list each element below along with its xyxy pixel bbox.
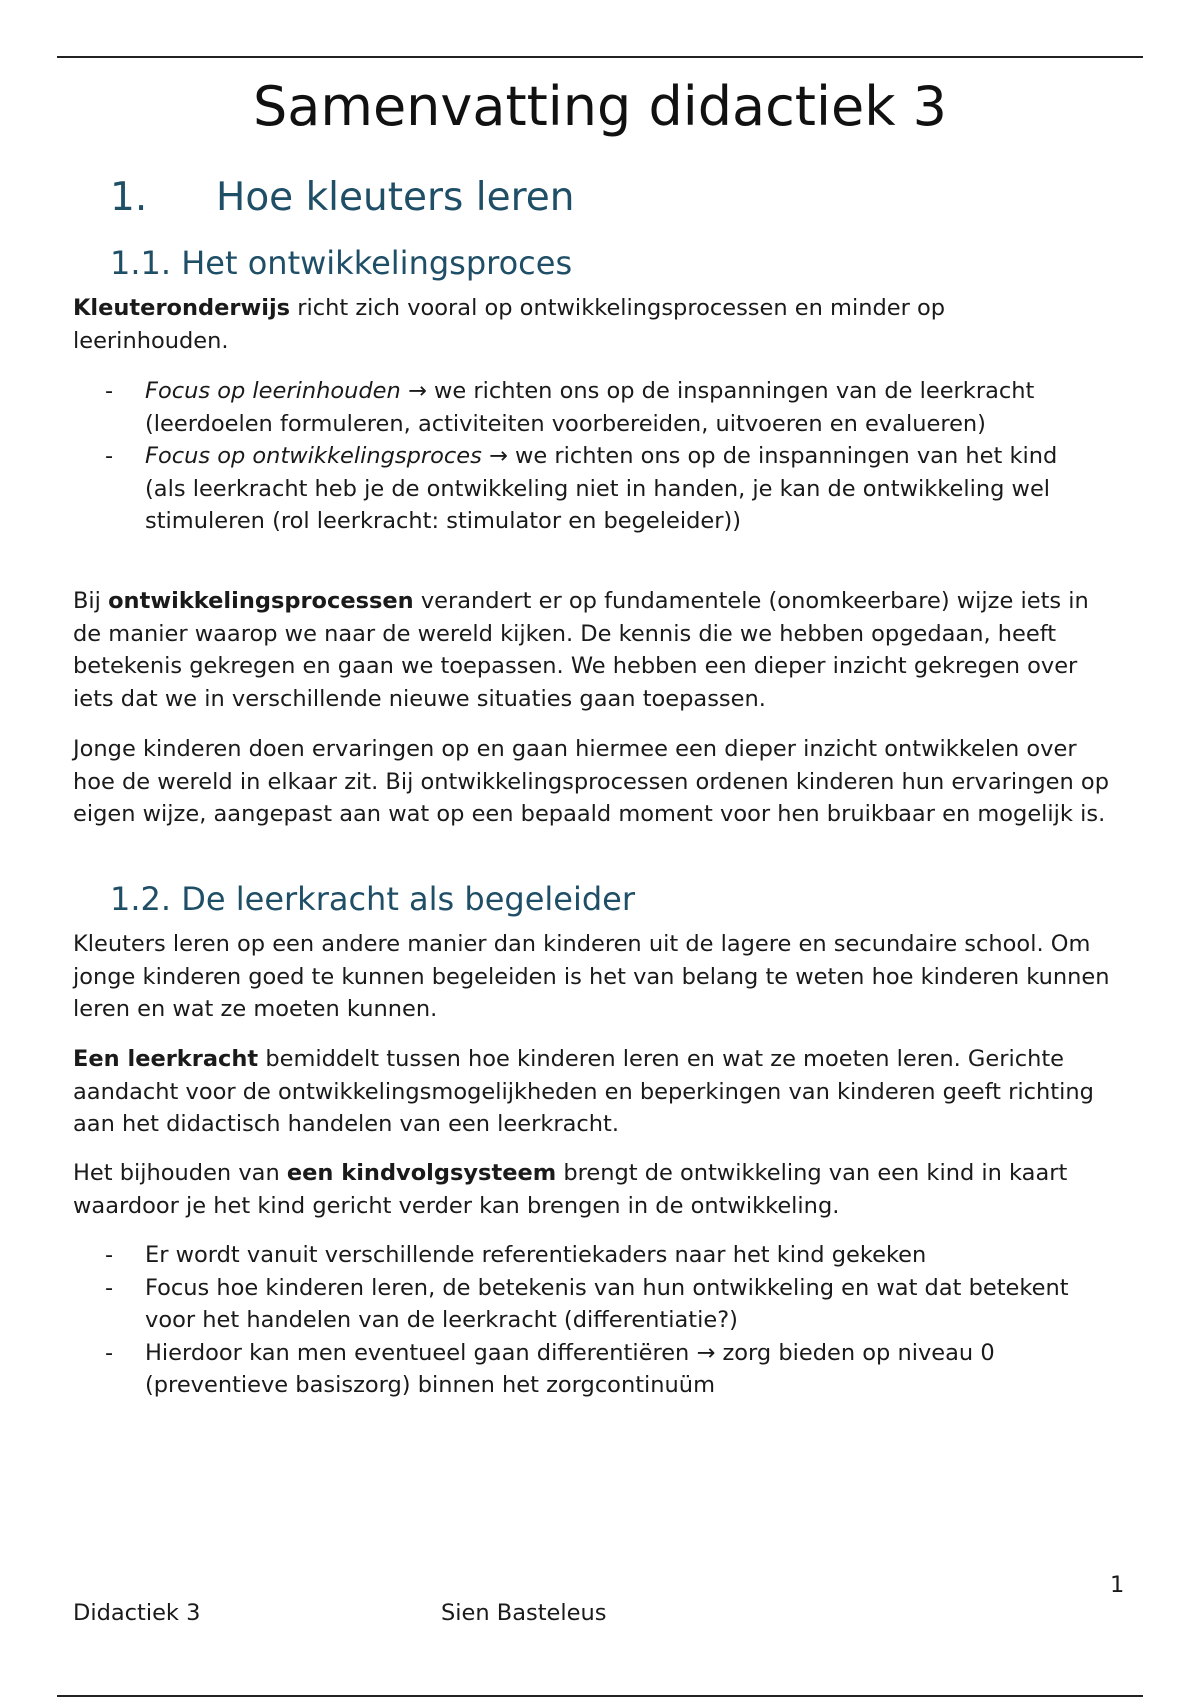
- kindvolgsysteem-text: brengt de ontwikkeling van een kind in kaart waardoor je het kind gericht verder kan brengen in de ontwikkeling.: [73, 1160, 1068, 1219]
- footer-author: Sien Basteleus: [441, 1600, 607, 1626]
- processes-lead: Bij: [73, 588, 109, 614]
- children-paragraph: Jonge kinderen doen ervaringen op en gaan hiermee een dieper inzicht ontwikkelen over hoe de wereld in elkaar zit. Bij ontwikkelingsprocessen ordenen kinderen hun ervaringen op eigen wijze, aangepast aan wat op een bepaald moment voor hen bruikbaar en mogelijk is.: [73, 736, 1109, 827]
- bullet-text: Focus hoe kinderen leren, de betekenis van hun ontwikkeling en wat dat betekent voor het handelen van de leerkracht (differentiatie?): [145, 1274, 1069, 1333]
- bullet-text: we richten ons op de inspanningen van het kind: [515, 443, 1058, 469]
- list-item: [105, 1272, 1085, 1337]
- section-1-1-heading: 1.1. Het ontwikkelingsproces: [110, 244, 573, 282]
- footer-course: Didactiek 3: [73, 1600, 201, 1626]
- leerkracht-bold-term: Een leerkracht: [73, 1046, 259, 1072]
- bullet-extra: (leerdoelen formuleren, activiteiten voorbereiden, uitvoeren en evalueren): [145, 410, 986, 437]
- list-item: [105, 1337, 1085, 1402]
- top-rule: [57, 56, 1143, 58]
- list-item: [105, 440, 1105, 538]
- processes-bold-term: ontwikkelingsprocessen: [108, 588, 414, 614]
- leerkracht-paragraph: [73, 1043, 1133, 1141]
- processes-text: verandert er op fundamentele (onomkeerbare) wijze iets in de manier waarop we naar de wereld kijken. De kennis die we hebben opgedaan, heeft betekenis gekregen en gaan we toepassen. We hebben een dieper inzicht gekregen over iets dat we in verschillende nieuwe situaties gaan toepassen.: [73, 588, 1089, 712]
- section-1-number: 1.: [110, 175, 148, 220]
- intro-paragraph: [73, 292, 1033, 357]
- processes-paragraph: [73, 585, 1113, 715]
- intro-text: richt zich vooral op ontwikkelingsprocessen en minder op leerinhouden.: [73, 295, 946, 354]
- section-1-heading: [110, 172, 574, 224]
- bullet-text: Hierdoor kan men eventueel gaan differentiëren → zorg bieden op niveau 0 (preventieve basiszorg) binnen het zorgcontinuüm: [145, 1339, 995, 1398]
- kleuters-paragraph: Kleuters leren op een andere manier dan kinderen uit de lagere en secundaire school. Om jonge kinderen goed te kunnen begeleiden is het van belang te weten hoe kinderen kunnen leren en wat ze moeten kunnen.: [73, 931, 1110, 1022]
- bullet-dash: -: [105, 1339, 114, 1366]
- list-item: [105, 375, 1165, 440]
- bullet-dash: -: [105, 1274, 114, 1301]
- begeleider-list: [105, 1239, 1085, 1402]
- bullet-term: Focus op leerinhouden: [145, 378, 401, 404]
- kindvolgsysteem-bold-term: een kindvolgsysteem: [286, 1160, 557, 1186]
- arrow-icon: →: [481, 443, 515, 469]
- kindvolgsysteem-paragraph: [73, 1157, 1103, 1222]
- bullet-text: Er wordt vanuit verschillende referentiekaders naar het kind gekeken: [145, 1242, 927, 1268]
- bullet-dash: -: [105, 1242, 114, 1268]
- section-1-2-heading: 1.2. De leerkracht als begeleider: [110, 880, 636, 918]
- bullet-term: Focus op ontwikkelingsproces: [145, 443, 482, 469]
- kindvolgsysteem-lead: Het bijhouden van: [73, 1160, 287, 1186]
- bullet-dash: -: [105, 443, 114, 469]
- bottom-rule: [57, 1695, 1143, 1697]
- arrow-icon: →: [400, 378, 434, 404]
- intro-bold-term: Kleuteronderwijs: [73, 295, 291, 321]
- list-item: [105, 1239, 1085, 1272]
- document-title: Samenvatting didactiek 3: [252, 75, 947, 138]
- page-number: 1: [1110, 1572, 1125, 1598]
- bullet-text: we richten ons op de inspanningen van de leerkracht: [433, 378, 1035, 404]
- focus-list: [105, 375, 1165, 538]
- leerkracht-text: bemiddelt tussen hoe kinderen leren en wat ze moeten leren. Gerichte aandacht voor de ontwikkelingsmogelijkheden en beperkingen van kinderen geeft richting aan het didactisch handelen van een leerkracht.: [73, 1046, 1094, 1137]
- section-1-title: Hoe kleuters leren: [216, 175, 575, 220]
- bullet-dash: -: [105, 378, 114, 404]
- bullet-extra: (als leerkracht heb je de ontwikkeling niet in handen, je kan de ontwikkeling wel stimuleren (rol leerkracht: stimulator en begeleider)): [145, 475, 1051, 534]
